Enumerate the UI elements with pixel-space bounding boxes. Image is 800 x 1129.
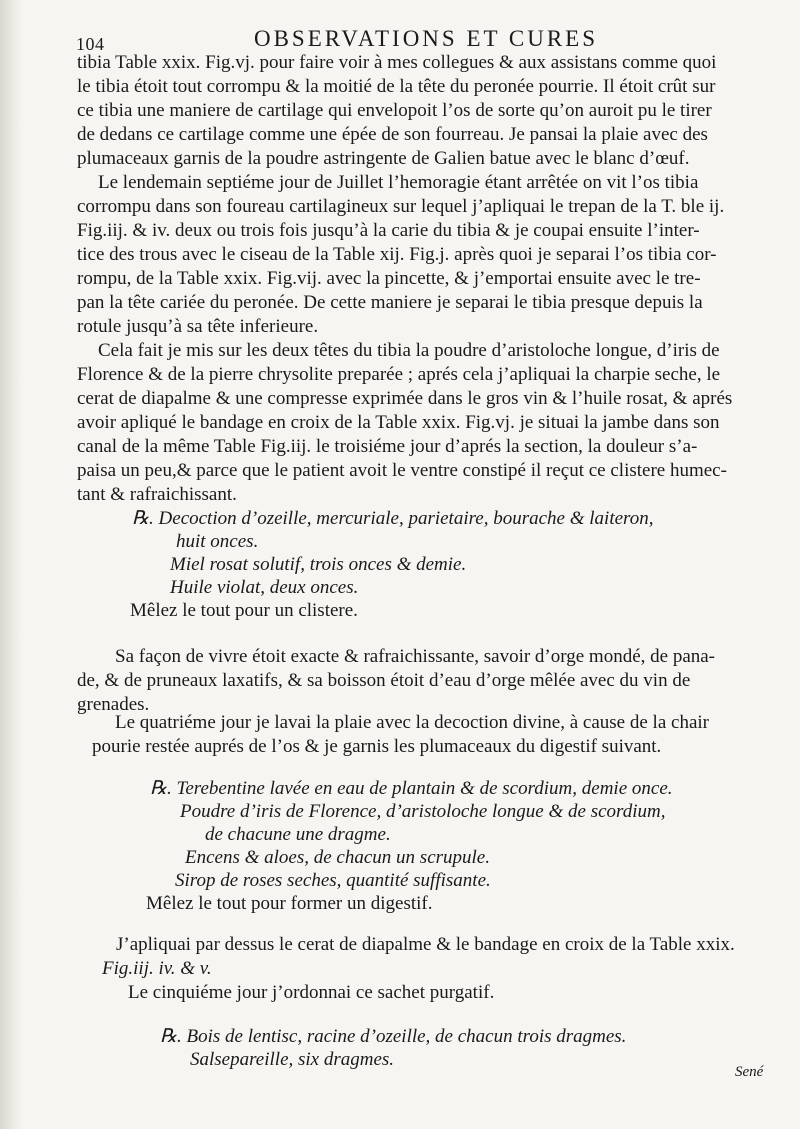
prescription-line: Mêlez le tout pour former un digestif. [146,893,433,914]
text-line: de, & de pruneaux laxatifs, & sa boisson étoit d’eau d’orge mêlée avec du vin de [77,670,691,691]
text-line: Cela fait je mis sur les deux têtes du tibia la poudre d’aristoloche longue, d’iris de [98,340,720,361]
text-line: tant & rafraichissant. [77,484,237,505]
prescription-line: Huile violat, deux onces. [170,577,359,598]
text-line: rompu, de la Table xxix. Fig.vij. avec la pincette, & j’emportai ensuite avec le tre- [77,268,701,289]
text-line: pourie restée auprés de l’os & je garnis les plumaceaux du digestif suivant. [92,736,662,757]
prescription-line: Miel rosat solutif, trois onces & demie. [170,554,467,575]
text-line: tice des trous avec le ciseau de la Table xij. Fig.j. après quoi je separai l’os tibia cor- [77,244,717,265]
catchword: Sené [735,1064,764,1080]
page-number: 104 [76,34,105,54]
text-line: avoir apliqué le bandage en croix de la Table xxix. Fig.vj. je situai la jambe dans son [77,412,720,433]
text-line: ce tibia une maniere de cartilage qui envelopoit l’os de sorte qu’on auroit pu le tirer [77,100,712,121]
prescription-line: Encens & aloes, de chacun un scrupule. [185,847,490,868]
text-line: corrompu dans son foureau cartilagineux sur lequel j’apliquai le trepan de la T. ble ij. [77,196,725,217]
prescription-line: Salsepareille, six dragmes. [190,1049,395,1070]
prescription-line: ℞. Decoction d’ozeille, mercuriale, parietaire, bourache & laiteron, [132,508,654,529]
prescription-line: ℞. Bois de lentisc, racine d’ozeille, de chacun trois dragmes. [160,1026,627,1047]
gutter-shadow [0,0,22,1129]
text-line: tibia Table xxix. Fig.vj. pour faire voir à mes collegues & aux assistans comme quoi [77,52,717,73]
text-line: J’apliquai par dessus le cerat de diapalme & le bandage en croix de la Table xxix. [116,934,735,955]
text-line: Sa façon de vivre étoit exacte & rafraichissante, savoir d’orge mondé, de pana- [115,646,716,667]
text-line: de dedans ce cartilage comme une épée de son fourreau. Je pansai la plaie avec des [77,124,708,145]
running-head: OBSERVATIONS ET CURES [253,26,599,51]
text-line: Florence & de la pierre chrysolite preparée ; aprés cela j’apliquai la charpie seche, le [77,364,721,385]
text-line: rotule jusqu’à sa tête inferieure. [77,316,319,337]
text-line: paisa un peu,& parce que le patient avoit le ventre constipé il reçut ce clistere humec- [77,460,727,481]
text-line: pan la tête cariée du peronée. De cette maniere je separai le tibia presque depuis la [77,292,703,313]
text-line: Le quatriéme jour je lavai la plaie avec la decoction divine, à cause de la chair [115,712,709,733]
text-line: plumaceaux garnis de la poudre astringente de Galien batue avec le blanc d’œuf. [77,148,690,169]
text-line: canal de la même Table Fig.iij. le troisiéme jour d’aprés la section, la douleur s’a- [77,436,698,457]
text-line: Le cinquiéme jour j’ordonnai ce sachet purgatif. [128,982,495,1003]
text-line: Fig.iij. iv. & v. [102,958,212,979]
prescription-line: de chacune une dragme. [205,824,391,845]
text-line: Fig.iij. & iv. deux ou trois fois jusqu’à la carie du tibia & je coupai ensuite l’inter- [77,220,700,241]
text-line: grenades. [77,694,150,715]
prescription-line: ℞. Terebentine lavée en eau de plantain & de scordium, demie once. [150,778,673,799]
text-line: Le lendemain septiéme jour de Juillet l’hemoragie étant arrêtée on vit l’os tibia [98,172,699,193]
text-line: le tibia étoit tout corrompu & la moitié de la tête du peronée pourrie. Il étoit crût sur [77,76,716,97]
page-header [76,24,776,54]
prescription-line: Poudre d’iris de Florence, d’aristoloche longue & de scordium, [180,801,666,822]
text-line: cerat de diapalme & une compresse exprimée dans le gros vin & l’huile rosat, & aprés [77,388,733,409]
prescription-line: Mêlez le tout pour un clistere. [130,600,358,621]
prescription-line: Sirop de roses seches, quantité suffisante. [175,870,491,891]
prescription-line: huit onces. [176,531,259,552]
